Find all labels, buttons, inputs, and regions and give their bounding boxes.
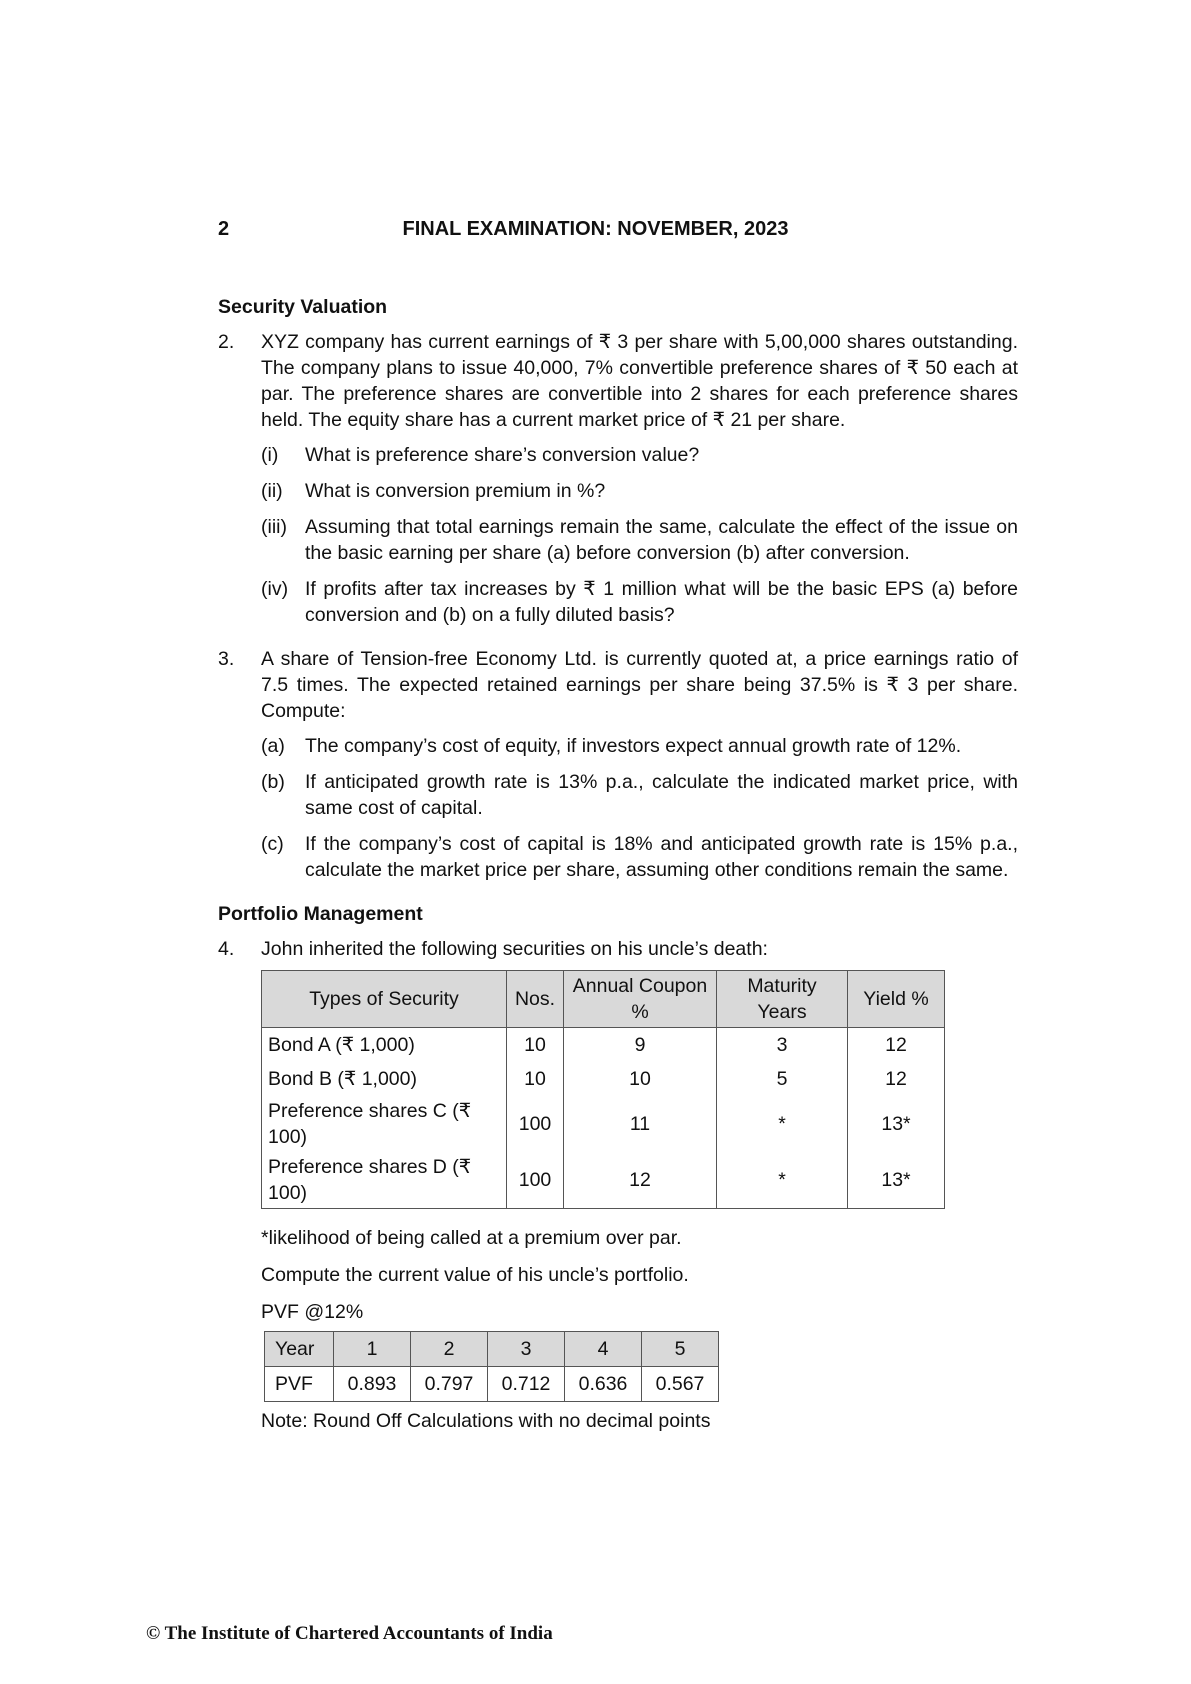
table-cell: Preference shares D (₹ 100) xyxy=(262,1152,507,1209)
question-3 xyxy=(218,646,1018,893)
column-header: Nos. xyxy=(507,971,564,1028)
table-cell: 0.893 xyxy=(334,1367,411,1402)
sub-question xyxy=(261,769,1018,821)
table-row xyxy=(262,1028,945,1063)
sub-question-text: What is preference share’s conversion value? xyxy=(305,444,700,466)
securities-table xyxy=(261,970,945,1209)
table-cell: Bond B (₹ 1,000) xyxy=(262,1062,507,1096)
question-4 xyxy=(218,936,1018,1445)
table-cell: PVF xyxy=(265,1367,334,1402)
sub-question-text: What is conversion premium in %? xyxy=(305,480,606,502)
column-header: Annual Coupon % xyxy=(564,971,717,1028)
column-header: Maturity Years xyxy=(717,971,848,1028)
table-cell: 1 xyxy=(334,1332,411,1367)
table-row xyxy=(262,1096,945,1152)
page-number: 2 xyxy=(218,218,230,240)
table-cell: 13* xyxy=(848,1096,945,1152)
question-text: A share of Tension-free Economy Ltd. is currently quoted at, a price earnings ratio of 7.5 times. The expected retained earnings per share being 37.5% is ₹ 3 per share. Compute: xyxy=(261,648,1018,722)
sub-question-label: (ii) xyxy=(261,480,283,502)
sub-question-label: (c) xyxy=(261,833,284,855)
table-cell: Year xyxy=(265,1332,334,1367)
instruction: Compute the current value of his uncle’s portfolio. xyxy=(261,1264,689,1286)
sub-question-text: If profits after tax increases by ₹ 1 million what will be the basic EPS (a) before conversion and (b) on a fully diluted basis? xyxy=(305,578,1018,626)
question-number: 3. xyxy=(218,648,235,670)
table-cell: Bond A (₹ 1,000) xyxy=(262,1028,507,1063)
table-row xyxy=(262,1062,945,1096)
table-cell: 0.712 xyxy=(488,1367,565,1402)
table-cell: 100 xyxy=(507,1096,564,1152)
table-cell: 3 xyxy=(717,1028,848,1063)
table-cell: 5 xyxy=(642,1332,719,1367)
table-cell: 9 xyxy=(564,1028,717,1063)
question-number: 4. xyxy=(218,938,235,960)
table-row xyxy=(265,1367,719,1402)
table-cell: 0.567 xyxy=(642,1367,719,1402)
table-cell: 12 xyxy=(848,1062,945,1096)
sub-question-text: Assuming that total earnings remain the same, calculate the effect of the issue on the basic earning per share (a) before conversion (b) after conversion. xyxy=(305,516,1018,564)
table-cell: * xyxy=(717,1152,848,1209)
table-row xyxy=(265,1332,719,1367)
footnote: *likelihood of being called at a premium over par. xyxy=(261,1227,682,1249)
sub-question-text: The company’s cost of equity, if investors expect annual growth rate of 12%. xyxy=(305,735,962,757)
sub-question xyxy=(261,478,1018,504)
sub-question-label: (b) xyxy=(261,771,285,793)
table-cell: 0.636 xyxy=(565,1367,642,1402)
sub-question xyxy=(261,576,1018,628)
table-cell: 10 xyxy=(507,1028,564,1063)
sub-question-label: (a) xyxy=(261,735,285,757)
table-cell: 2 xyxy=(411,1332,488,1367)
question-text: John inherited the following securities on his uncle’s death: xyxy=(261,938,768,960)
column-header: Yield % xyxy=(848,971,945,1028)
sub-question xyxy=(261,442,1018,468)
column-header: Types of Security xyxy=(262,971,507,1028)
question-text: XYZ company has current earnings of ₹ 3 per share with 5,00,000 shares outstanding. The company plans to issue 40,000, 7% convertible preference shares of ₹ 50 each at par. The preference shares are convertible into 2 shares for each preference shares held. The equity share has a current market price of ₹ 21 per share. xyxy=(261,331,1018,431)
table-cell: 12 xyxy=(564,1152,717,1209)
table-cell: 3 xyxy=(488,1332,565,1367)
pvf-table xyxy=(264,1331,719,1402)
question-number: 2. xyxy=(218,331,235,353)
table-cell: 12 xyxy=(848,1028,945,1063)
table-row xyxy=(262,1152,945,1209)
table-cell: 5 xyxy=(717,1062,848,1096)
table-cell: 0.797 xyxy=(411,1367,488,1402)
page-title: FINAL EXAMINATION: NOVEMBER, 2023 xyxy=(402,218,789,240)
note: Note: Round Off Calculations with no decimal points xyxy=(261,1410,711,1432)
sub-question xyxy=(261,831,1018,883)
footer-copyright: © The Institute of Chartered Accountants of India xyxy=(146,1623,553,1644)
table-cell: 4 xyxy=(565,1332,642,1367)
sub-question xyxy=(261,514,1018,566)
section-heading-security-valuation: Security Valuation xyxy=(218,296,388,318)
sub-question-label: (iii) xyxy=(261,516,287,538)
sub-question xyxy=(261,733,1018,759)
pvf-label: PVF @12% xyxy=(261,1301,364,1323)
sub-question-label: (iv) xyxy=(261,578,289,600)
page-content xyxy=(218,294,1018,1453)
table-cell: 11 xyxy=(564,1096,717,1152)
table-cell: Preference shares C (₹ 100) xyxy=(262,1096,507,1152)
table-cell: * xyxy=(717,1096,848,1152)
section-heading-portfolio-management: Portfolio Management xyxy=(218,903,423,925)
table-cell: 10 xyxy=(564,1062,717,1096)
table-cell: 13* xyxy=(848,1152,945,1209)
question-2 xyxy=(218,329,1018,638)
sub-question-text: If anticipated growth rate is 13% p.a., calculate the indicated market price, with same cost of capital. xyxy=(305,771,1018,819)
table-cell: 10 xyxy=(507,1062,564,1096)
table-cell: 100 xyxy=(507,1152,564,1209)
sub-question-text: If the company’s cost of capital is 18% and anticipated growth rate is 15% p.a., calculate the market price per share, assuming other conditions remain the same. xyxy=(305,833,1018,881)
table-header-row xyxy=(262,971,945,1028)
sub-question-label: (i) xyxy=(261,444,279,466)
